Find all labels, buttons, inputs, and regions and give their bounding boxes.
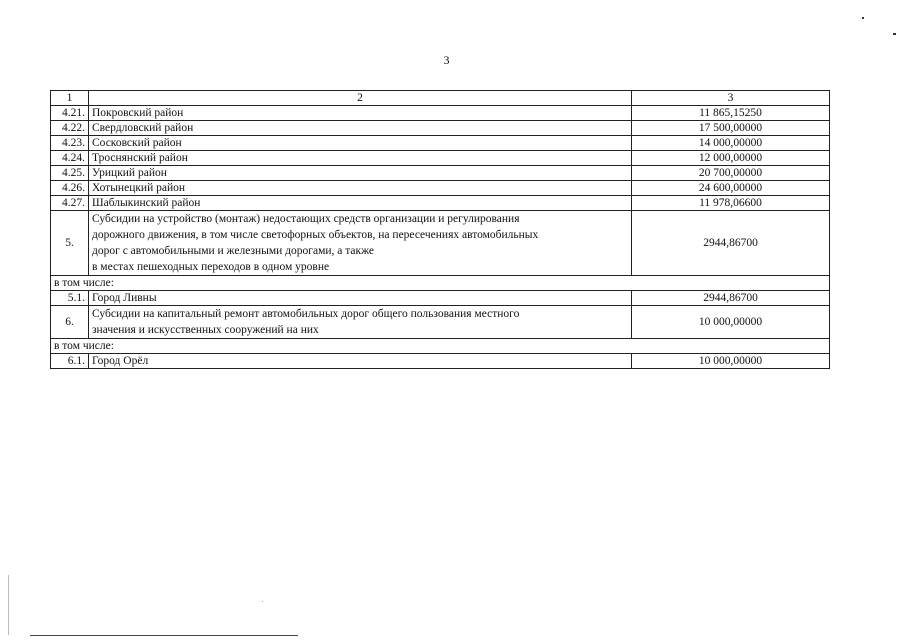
row-name: Хотынецкий район	[89, 181, 632, 196]
description-line: в местах пешеходных переходов в одном уровне	[92, 261, 330, 273]
row-number: 4.25.	[51, 166, 89, 181]
row-name: Шаблыкинский район	[89, 196, 632, 211]
table-row	[51, 291, 830, 306]
row-value: 10 000,00000	[632, 354, 830, 369]
table-row	[51, 136, 830, 151]
row-name: Город Ливны	[89, 291, 632, 306]
budget-table	[50, 90, 830, 369]
scan-speck	[862, 17, 864, 19]
scan-bottom-line	[30, 635, 298, 636]
row-value: 11 978,06600	[632, 196, 830, 211]
including-row	[51, 339, 830, 354]
row-name: Покровский район	[89, 106, 632, 121]
including-label: в том числе:	[51, 339, 830, 354]
section-value: 10 000,00000	[632, 306, 830, 339]
description-line: дорожного движения, в том числе светофорных объектов, на пересечениях автомобильных	[92, 229, 539, 241]
row-number: 4.27.	[51, 196, 89, 211]
including-row	[51, 276, 830, 291]
table-row	[51, 181, 830, 196]
row-number: 4.24.	[51, 151, 89, 166]
description-line: дорог с автомобильными и железными дорогами, а также	[92, 245, 375, 257]
row-number: 5.1.	[51, 291, 89, 306]
section-number: 6.	[51, 306, 89, 339]
header-col-3: 3	[632, 91, 830, 106]
table-row	[51, 196, 830, 211]
scan-speck	[262, 601, 263, 602]
including-label: в том числе:	[51, 276, 830, 291]
header-col-1: 1	[51, 91, 89, 106]
row-number: 4.23.	[51, 136, 89, 151]
section-value: 2944,86700	[632, 211, 830, 276]
description-line: Субсидии на устройство (монтаж) недостающих средств организации и регулирования	[92, 213, 520, 225]
row-value: 14 000,00000	[632, 136, 830, 151]
table-row	[51, 151, 830, 166]
scan-edge-line	[8, 575, 9, 635]
row-value: 2944,86700	[632, 291, 830, 306]
description-line: Субсидии на капитальный ремонт автомобильных дорог общего пользования местного	[92, 308, 520, 320]
section-description	[89, 211, 632, 276]
row-name: Троснянский район	[89, 151, 632, 166]
row-name: Сосковский район	[89, 136, 632, 151]
header-col-2: 2	[89, 91, 632, 106]
row-value: 11 865,15250	[632, 106, 830, 121]
table-row	[51, 121, 830, 136]
section-description	[89, 306, 632, 339]
row-number: 4.26.	[51, 181, 89, 196]
section-number: 5.	[51, 211, 89, 276]
row-number: 4.22.	[51, 121, 89, 136]
row-value: 20 700,00000	[632, 166, 830, 181]
row-value: 17 500,00000	[632, 121, 830, 136]
row-name: Свердловский район	[89, 121, 632, 136]
section-5-row	[51, 211, 830, 276]
row-number: 4.21.	[51, 106, 89, 121]
row-name: Урицкий район	[89, 166, 632, 181]
table-row	[51, 354, 830, 369]
row-number: 6.1.	[51, 354, 89, 369]
table-row	[51, 106, 830, 121]
table-row	[51, 166, 830, 181]
section-6-row	[51, 306, 830, 339]
row-value: 24 600,00000	[632, 181, 830, 196]
description-line: значения и искусственных сооружений на них	[92, 324, 319, 336]
row-name: Город Орёл	[89, 354, 632, 369]
table-header-row	[51, 91, 830, 106]
row-value: 12 000,00000	[632, 151, 830, 166]
scan-speck	[893, 33, 896, 35]
page-number: 3	[443, 53, 450, 67]
